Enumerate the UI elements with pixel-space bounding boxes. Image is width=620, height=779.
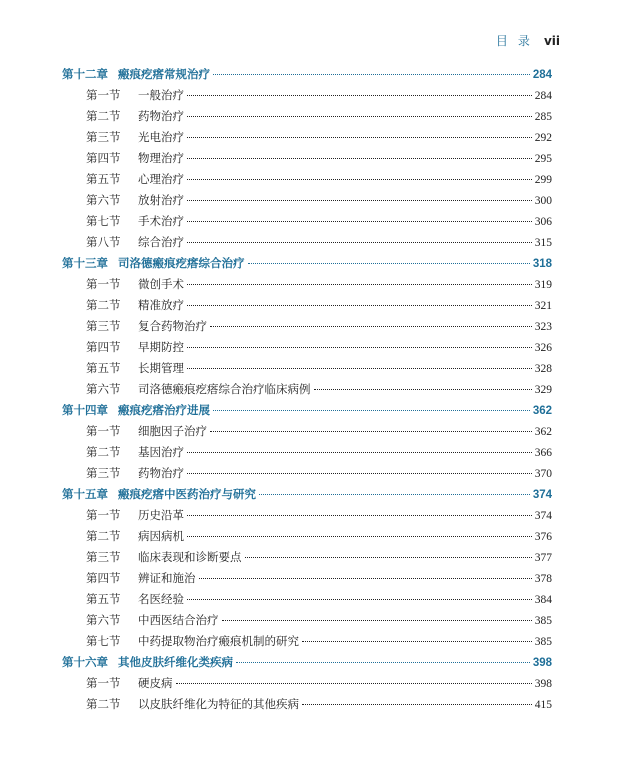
section-title: 以皮肤纤维化为特征的其他疾病 [138,697,299,711]
section-number: 第三节 [86,319,121,333]
section-number: 第四节 [86,571,121,585]
chapter-number: 第十五章 [62,487,108,501]
dot-leader [176,683,532,684]
section-number: 第七节 [86,214,121,228]
page-number: 323 [534,321,552,333]
section-number: 第三节 [86,550,121,564]
page-number: 362 [534,426,552,438]
page-number: 362 [532,405,552,417]
page-number: 374 [532,489,552,501]
dot-leader [236,662,530,663]
page-number: 376 [534,531,552,543]
chapter-number: 第十六章 [62,655,108,669]
section-title: 一般治疗 [138,88,184,102]
section-number: 第二节 [86,697,121,711]
section-number: 第三节 [86,130,121,144]
section-title: 药物治疗 [138,109,184,123]
dot-leader [245,557,532,558]
section-number: 第六节 [86,193,121,207]
section-title: 手术治疗 [138,214,184,228]
section-number: 第一节 [86,676,121,690]
page-number: 284 [534,90,552,102]
section-number: 第一节 [86,88,121,102]
dot-leader [187,473,532,474]
section-number: 第二节 [86,445,121,459]
header-page-number: vii [543,34,560,48]
toc-section-entry[interactable] [62,463,552,484]
dot-leader [302,704,532,705]
toc-section-entry[interactable] [62,211,552,232]
toc-chapter-entry[interactable] [62,400,552,421]
section-title: 光电治疗 [138,130,184,144]
dot-leader [210,326,532,327]
dot-leader [187,515,532,516]
toc-chapter-entry[interactable] [62,484,552,505]
section-title: 名医经验 [138,592,184,606]
toc-section-entry[interactable] [62,106,552,127]
chapter-title: 其他皮肤纤维化类疾病 [118,655,233,669]
toc-section-entry[interactable] [62,421,552,442]
section-title: 病因病机 [138,529,184,543]
section-number: 第七节 [86,634,121,648]
section-number: 第三节 [86,466,121,480]
section-title: 中药提取物治疗瘢痕机制的研究 [138,634,299,648]
page-number: 292 [534,132,552,144]
toc-chapter-entry[interactable] [62,64,552,85]
page-number: 378 [534,573,552,585]
section-title: 司洛德瘢痕疙瘩综合治疗临床病例 [138,382,311,396]
toc-section-entry[interactable] [62,631,552,652]
page-number: 370 [534,468,552,480]
section-title: 精准放疗 [138,298,184,312]
dot-leader [222,620,532,621]
section-title: 辨证和施治 [138,571,196,585]
page-number: 398 [532,657,552,669]
toc-section-entry[interactable] [62,295,552,316]
table-of-contents [62,64,552,715]
dot-leader [187,242,532,243]
section-title: 历史沿革 [138,508,184,522]
dot-leader [213,410,530,411]
page-number: 329 [534,384,552,396]
toc-section-entry[interactable] [62,85,552,106]
toc-section-entry[interactable] [62,337,552,358]
page-number: 306 [534,216,552,228]
toc-section-entry[interactable] [62,505,552,526]
toc-section-entry[interactable] [62,589,552,610]
toc-section-entry[interactable] [62,547,552,568]
toc-section-entry[interactable] [62,442,552,463]
dot-leader [259,494,530,495]
section-number: 第一节 [86,277,121,291]
dot-leader [314,389,532,390]
section-title: 心理治疗 [138,172,184,186]
section-number: 第五节 [86,592,121,606]
section-title: 综合治疗 [138,235,184,249]
page-number: 385 [534,636,552,648]
page-number: 321 [534,300,552,312]
section-title: 药物治疗 [138,466,184,480]
section-title: 长期管理 [138,361,184,375]
chapter-title: 瘢痕疙瘩治疗进展 [118,403,210,417]
section-title: 细胞因子治疗 [138,424,207,438]
dot-leader [187,368,532,369]
section-title: 物理治疗 [138,151,184,165]
chapter-number: 第十四章 [62,403,108,417]
section-title: 微创手术 [138,277,184,291]
page-header [496,32,560,49]
section-number: 第六节 [86,382,121,396]
section-number: 第一节 [86,508,121,522]
toc-section-entry[interactable] [62,379,552,400]
chapter-number: 第十三章 [62,256,108,270]
page-number: 300 [534,195,552,207]
section-title: 放射治疗 [138,193,184,207]
dot-leader [187,221,532,222]
header-label: 目录 [495,34,540,48]
toc-section-entry[interactable] [62,673,552,694]
toc-section-entry[interactable] [62,148,552,169]
toc-section-entry[interactable] [62,274,552,295]
toc-section-entry[interactable] [62,526,552,547]
toc-section-entry[interactable] [62,610,552,631]
chapter-title: 瘢痕疙瘩常规治疗 [118,67,210,81]
toc-section-entry[interactable] [62,358,552,379]
toc-section-entry[interactable] [62,568,552,589]
section-title: 基因治疗 [138,445,184,459]
page-number: 415 [534,699,552,711]
dot-leader [187,158,532,159]
page-number: 377 [534,552,552,564]
page-number: 366 [534,447,552,459]
toc-section-entry[interactable] [62,190,552,211]
page-number: 318 [532,258,552,270]
dot-leader [187,536,532,537]
section-title: 硬皮病 [138,676,173,690]
dot-leader [187,452,532,453]
section-number: 第八节 [86,235,121,249]
chapter-title: 司洛德瘢痕疙瘩综合治疗 [118,256,245,270]
page-number: 284 [532,69,552,81]
section-number: 第二节 [86,529,121,543]
section-number: 第五节 [86,361,121,375]
dot-leader [187,95,532,96]
section-number: 第二节 [86,298,121,312]
dot-leader [187,137,532,138]
dot-leader [187,200,532,201]
section-title: 早期防控 [138,340,184,354]
dot-leader [187,116,532,117]
dot-leader [248,263,530,264]
section-title: 临床表现和诊断要点 [138,550,242,564]
dot-leader [187,284,532,285]
section-number: 第一节 [86,424,121,438]
dot-leader [302,641,532,642]
dot-leader [187,347,532,348]
chapter-title: 瘢痕疙瘩中医药治疗与研究 [118,487,256,501]
page-number: 398 [534,678,552,690]
toc-chapter-entry[interactable] [62,253,552,274]
toc-section-entry[interactable] [62,169,552,190]
dot-leader [199,578,532,579]
dot-leader [213,74,530,75]
section-number: 第二节 [86,109,121,123]
toc-section-entry[interactable] [62,316,552,337]
page-number: 328 [534,363,552,375]
dot-leader [187,305,532,306]
page-number: 285 [534,111,552,123]
dot-leader [187,599,532,600]
page-number: 319 [534,279,552,291]
chapter-number: 第十二章 [62,67,108,81]
dot-leader [187,179,532,180]
toc-section-entry[interactable] [62,232,552,253]
section-title: 中西医结合治疗 [138,613,219,627]
page-number: 295 [534,153,552,165]
page-number: 326 [534,342,552,354]
toc-chapter-entry[interactable] [62,652,552,673]
page-number: 299 [534,174,552,186]
page-number: 374 [534,510,552,522]
section-number: 第四节 [86,151,121,165]
page-number: 315 [534,237,552,249]
section-number: 第四节 [86,340,121,354]
page-number: 385 [534,615,552,627]
toc-section-entry[interactable] [62,127,552,148]
section-title: 复合药物治疗 [138,319,207,333]
section-number: 第五节 [86,172,121,186]
section-number: 第六节 [86,613,121,627]
toc-section-entry[interactable] [62,694,552,715]
dot-leader [210,431,532,432]
page-number: 384 [534,594,552,606]
